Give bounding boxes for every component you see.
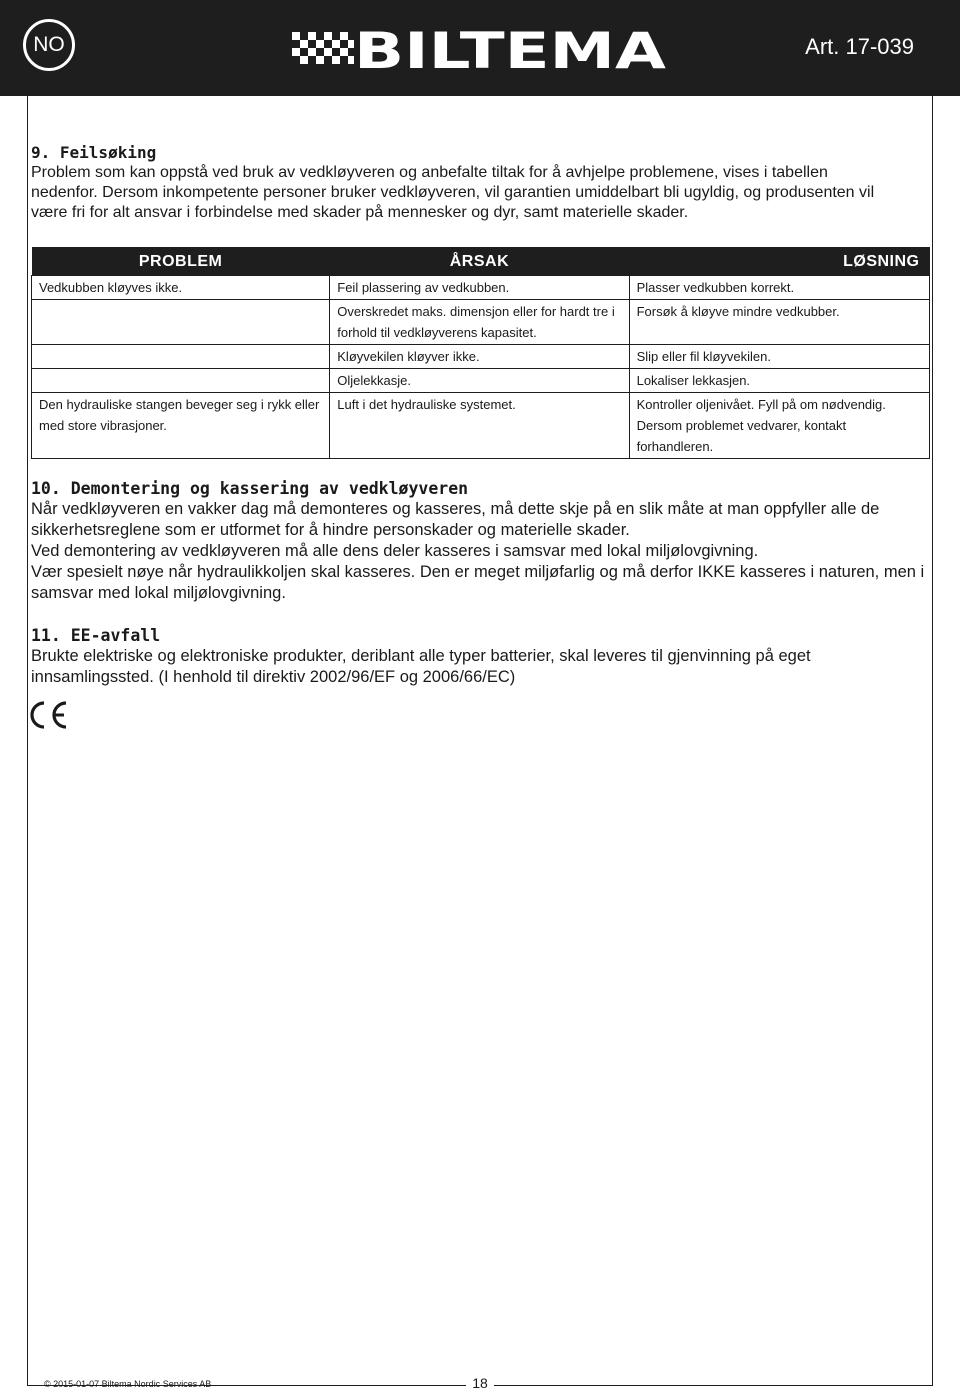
table-row bbox=[32, 345, 930, 369]
article-number: Art. 17-039 bbox=[805, 34, 914, 59]
language-badge: NO bbox=[23, 19, 75, 71]
table-row bbox=[32, 300, 930, 345]
page-content bbox=[31, 143, 931, 688]
cell-cause: Feil plassering av vedkubben. bbox=[330, 276, 629, 300]
page-header bbox=[0, 0, 960, 96]
svg-text:BILTEMA: BILTEMA bbox=[354, 24, 667, 72]
frame-right-line bbox=[932, 96, 933, 1386]
cell-problem: Vedkubben kløyves ikke. bbox=[32, 276, 330, 300]
biltema-logo bbox=[292, 24, 672, 72]
cell-solution: Plasser vedkubben korrekt. bbox=[629, 276, 929, 300]
cell-cause: Kløyvekilen kløyver ikke. bbox=[330, 345, 629, 369]
table-row bbox=[32, 393, 930, 459]
cell-cause: Oljelekkasje. bbox=[330, 369, 629, 393]
cell-problem: Den hydrauliske stangen beveger seg i rykk eller med store vibrasjoner. bbox=[32, 393, 330, 459]
section-11-title: 11. EE-avfall bbox=[31, 626, 161, 645]
cell-problem bbox=[32, 369, 330, 393]
table-header-row bbox=[32, 247, 930, 276]
section-10-para-3: Vær spesielt nøye når hydraulikkoljen skal kasseres. Den er meget miljøfarlig og må derfor IKKE kasseres i naturen, men i samsvar med lokal miljølovgivning. bbox=[31, 563, 925, 602]
section-10-para-2: Ved demontering av vedkløyveren må alle dens deler kasseres i samsvar med lokal miljølovgivning. bbox=[31, 542, 759, 560]
cell-cause: Overskredet maks. dimensjon eller for hardt tre i forhold til vedkløyverens kapasitet. bbox=[330, 300, 629, 345]
section-10-para-1: Når vedkløyveren en vakker dag må demonteres og kasseres, må dette skje på en slik måte at man oppfyller alle de sikkerhetsreglene som er utformet for å hindre personskader og materielle skader. bbox=[31, 500, 880, 539]
section-11-body: Brukte elektriske og elektroniske produkter, deriblant alle typer batterier, skal leveres til gjenvinning på eget innsamlingssted. (I henhold til direktiv 2002/96/EF og 2006/66/EC) bbox=[31, 647, 811, 686]
cell-solution: Slip eller fil kløyvekilen. bbox=[629, 345, 929, 369]
section-9-title: 9. Feilsøking bbox=[31, 143, 157, 162]
section-troubleshooting bbox=[31, 143, 931, 223]
section-disposal bbox=[31, 478, 931, 604]
footer-copyright: © 2015-01-07 Biltema Nordic Services AB bbox=[44, 1379, 212, 1389]
column-header-cause: ÅRSAK bbox=[330, 247, 629, 276]
footer-rule bbox=[222, 1385, 468, 1386]
cell-solution: Forsøk å kløyve mindre vedkubber. bbox=[629, 300, 929, 345]
cell-solution: Lokaliser lekkasjen. bbox=[629, 369, 929, 393]
cell-cause: Luft i det hydrauliske systemet. bbox=[330, 393, 629, 459]
cell-solution: Kontroller oljenivået. Fyll på om nødvendig. Dersom problemet vedvarer, kontakt forhandleren. bbox=[629, 393, 929, 459]
cell-problem bbox=[32, 300, 330, 345]
page-number: 18 bbox=[466, 1374, 494, 1392]
column-header-solution: LØSNING bbox=[629, 247, 929, 276]
section-9-intro: Problem som kan oppstå ved bruk av vedkløyveren og anbefalte tiltak for å avhjelpe problemene, vises i tabellen nedenfor. Dersom inkompetente personer bruker vedkløyveren, vil garantien umiddelbart bli ugyldig, og produsenten vil være fri for alt ansvar i forbindelse med skader på mennesker og dyr, samt materielle skader. bbox=[31, 164, 875, 221]
table-row bbox=[32, 276, 930, 300]
ce-mark-icon bbox=[27, 699, 71, 731]
table-row bbox=[32, 369, 930, 393]
frame-left-line bbox=[27, 96, 28, 1386]
column-header-problem: PROBLEM bbox=[32, 247, 330, 276]
troubleshooting-table bbox=[31, 247, 930, 459]
section-10-title: 10. Demontering og kassering av vedkløyveren bbox=[31, 479, 469, 498]
section-weee bbox=[31, 625, 931, 688]
cell-problem bbox=[32, 345, 330, 369]
